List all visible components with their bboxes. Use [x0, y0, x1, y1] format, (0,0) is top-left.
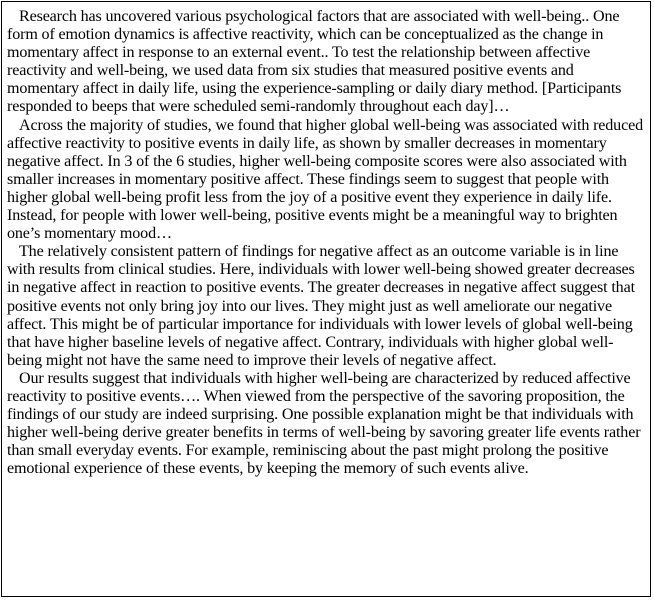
- paragraph-2: Across the majority of studies, we found that higher global well-being was associated with reduced affective reactivity to positive events in daily life, as shown by smaller decreases in momentary negative affect. In 3 of the 6 studies, higher well-being composite scores were also associated with smaller increases in momentary positive affect. These findings seem to suggest that people with higher global well-being profit less from the joy of a positive event they experience in daily life. Instead, for people with lower well-being, positive events might be a meaningful way to brighten one’s momentary mood…: [7, 116, 643, 243]
- paragraph-1: Research has uncovered various psychological factors that are associated with well-being.. One form of emotion dynamics is affective reactivity, which can be conceptualized as the change in momentary affect in response to an external event.. To test the relationship between affective reactivity and well-being, we used data from six studies that measured positive events and momentary affect in daily life, using the experience-sampling or daily diary method. [Participants responded to beeps that were scheduled semi-randomly throughout each day]…: [7, 8, 622, 116]
- paragraph-4: Our results suggest that individuals with higher well-being are characterized by reduced affective reactivity to positive events…. When viewed from the perspective of the savoring proposition, the findings of our study are indeed surprising. One possible explanation might be that individuals with higher well-being derive greater benefits in terms of well-being by savoring greater life events rather than small everyday events. For example, reminiscing about the past might prolong the positive emotional experience of these events, by keeping the memory of such events alive.: [7, 369, 641, 478]
- paragraph-3: The relatively consistent pattern of findings for negative affect as an outcome variable is in line with results from clinical studies. Here, individuals with lower well-being showed greater decreases in negative affect in reaction to positive events. The greater decreases in negative affect suggest that positive events not only bring joy into our lives. They might just as well ameliorate our negative affect. This might be of particular importance for individuals with lower levels of global well-being that have higher baseline levels of negative affect. Contrary, individuals with higher global well-being might not have the same need to improve their levels of negative affect.: [7, 243, 635, 369]
- passage-box: [1, 1, 651, 597]
